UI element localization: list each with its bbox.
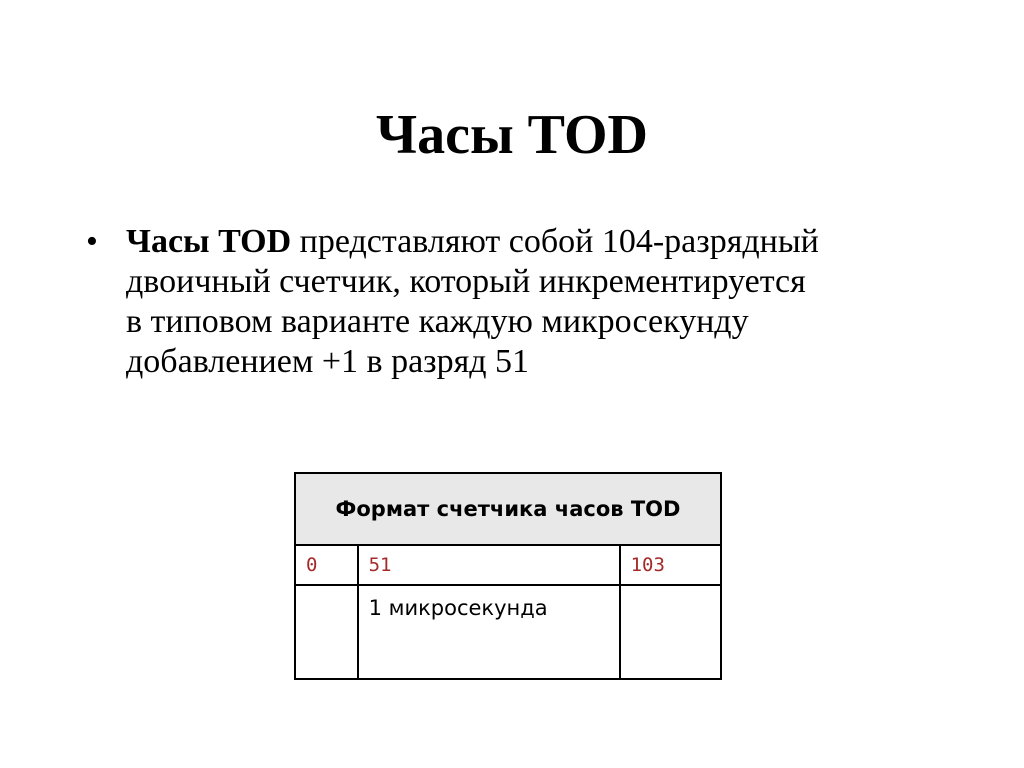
unit-label-cell: 1 микросекунда <box>358 585 620 679</box>
bit-label-end: 103 <box>620 545 721 585</box>
empty-cell-left <box>295 585 358 679</box>
bullet-body-text: представляют собой 104-разрядный двоичный счетчик, который инкрементируется в типовом варианте каждую микросекунду добавлением +1 в разряд 51 <box>126 223 819 380</box>
unit-row <box>295 585 721 679</box>
table-caption: Формат счетчика часов TOD <box>295 473 721 545</box>
bullet-item <box>86 222 826 382</box>
slide-title: Часы TOD <box>375 104 648 166</box>
bit-label-microsecond: 51 <box>358 545 620 585</box>
bullet-lead-text: Часы TOD <box>126 223 292 260</box>
bit-number-row <box>295 545 721 585</box>
bit-label-start: 0 <box>295 545 358 585</box>
empty-cell-right <box>620 585 721 679</box>
bullet-text <box>126 222 826 382</box>
bullet-marker: • <box>86 223 98 260</box>
tod-format-table <box>294 472 722 680</box>
